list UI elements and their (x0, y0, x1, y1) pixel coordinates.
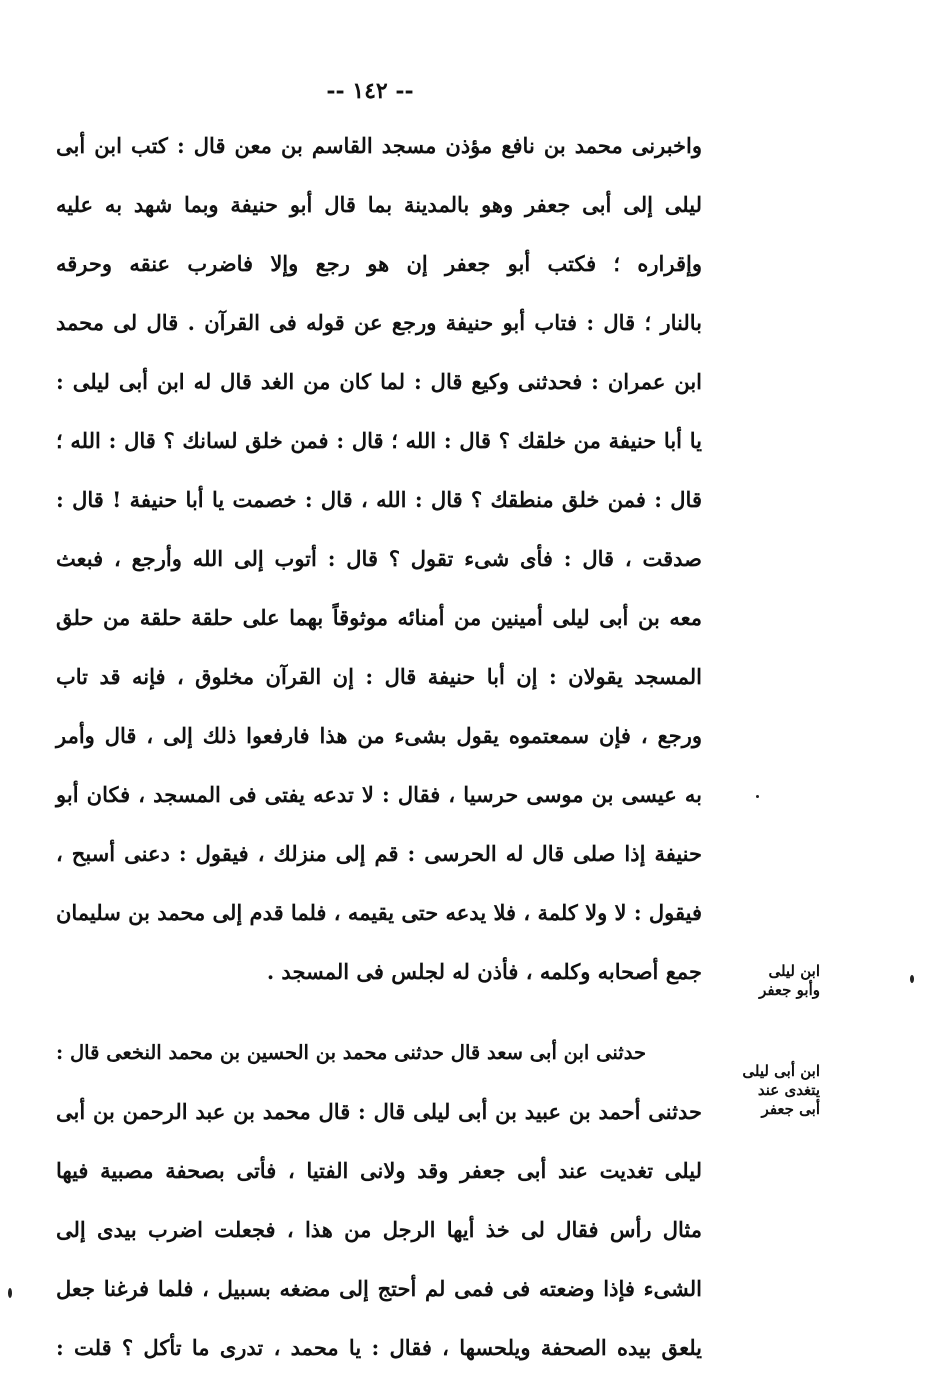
text-line: ورجع ، فإن سمعتموه يقول بشىء من هذا فارفعوا ذلك إلى ، قال وأمر (56, 723, 702, 748)
text-line: ليلى تغديت عند أبى جعفر وقد ولانى الفتيا ، فأتى بصحفة مصبية فيها (56, 1158, 702, 1183)
text-line: قال : فمن خلق منطقك ؟ قال : الله ، قال : خصمت يا أبا حنيفة ! قال : (56, 487, 702, 512)
text-line: ليلى إلى أبى جعفر وهو بالمدينة بما قال أبو حنيفة وبما شهد به عليه (56, 192, 702, 217)
text-line: حدثنى ابن أبى سعد قال حدثنى محمد بن الحسين بن محمد النخعى قال : (56, 1041, 646, 1064)
text-line: وإقراره ؛ فكتب أبو جعفر إن هو رجع وإلا فاضرب عنقه وحرقه (56, 251, 702, 276)
text-line: به عيسى بن موسى حرسيا ، فقال : لا تدعه يفتى فى المسجد ، فكان أبو (56, 782, 702, 807)
text-line: حدثنى أحمد بن عبيد بن أبى ليلى قال : قال محمد بن عبد الرحمن بن أبى (56, 1099, 702, 1124)
text-line: معه بن أبى ليلى أمينين من أمنائه موثوقاً بهما على حلقة حلقة من حلق (56, 605, 702, 630)
text-line: واخبرنى محمد بن نافع مؤذن مسجد القاسم بن معن قال : كتب ابن أبى (56, 133, 702, 158)
text-line: حنيفة إذا صلى قال له الحرسى : قم إلى منزلك ، فيقول : دعنى أسبح ، (56, 841, 702, 866)
paragraph-separator (56, 1001, 702, 1023)
margin-note-line: ابن أبى ليلى (742, 1062, 820, 1080)
margin-note-line: وأبو جعفر (759, 981, 820, 999)
text-line: جمع أصحابه وكلمه ، فأذن له لجلس فى المسجد . (266, 959, 702, 984)
text-line: صدقت ، قال : فأى شىء تقول ؟ قال : أتوب إلى الله وأرجع ، فبعث (56, 546, 702, 571)
text-line: مثال رأس فقال لى خذ أيها الرجل من هذا ، فجعلت اضرب بيدى إلى (56, 1217, 702, 1242)
paragraph (56, 116, 702, 1001)
margin-note-line: ابن ليلى (768, 962, 820, 980)
margin-note-line: أبى جعفر (761, 1100, 820, 1118)
paragraph (56, 1023, 702, 1377)
scan-speck (910, 975, 914, 983)
margin-note-line: يتغدى عند (757, 1081, 820, 1099)
text-line: ابن عمران : فحدثنى وكيع قال : لما كان من الغد قال له ابن أبى ليلى : (56, 369, 702, 394)
text-line: يا أبا حنيفة من خلقك ؟ قال : الله ؛ قال : فمن خلق لسانك ؟ قال : الله ؛ (56, 428, 702, 453)
text-line: يلعق بيده الصحفة ويلحسها ، فقال : يا محمد ، تدرى ما تأكل ؟ قلت : (56, 1335, 702, 1360)
margin-note (712, 1062, 820, 1119)
text-line: المسجد يقولان : إن أبا حنيفة قال : إن القرآن مخلوق ، فإنه قد تاب (56, 664, 702, 689)
margin-note (712, 962, 820, 1000)
page-number: -- ١٤٢ -- (326, 78, 414, 104)
scan-speck (8, 1288, 12, 1298)
scan-speck (756, 795, 759, 798)
text-line: فيقول : لا ولا كلمة ، فلا يدعه حتى يقيمه ، فلما قدم إلى محمد بن سليمان (55, 900, 702, 925)
text-line: الشىء فإذا وضعته فى فمى لم أحتج إلى مضغه بسبيل ، فلما فرغنا جعل (56, 1276, 702, 1301)
text-line: بالنار ؛ قال : فتاب أبو حنيفة ورجع عن قوله فى القرآن . قال لى محمد (56, 310, 702, 335)
main-text (56, 116, 702, 1377)
